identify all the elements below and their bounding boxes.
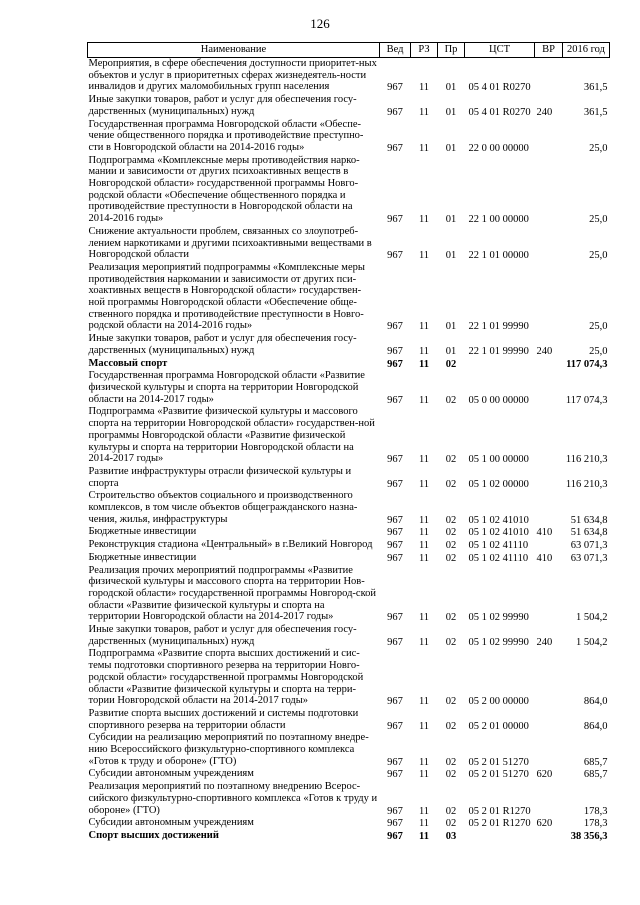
cell-rz: 11 — [418, 540, 430, 552]
cell-cst: 05 2 01 51270 — [468, 769, 529, 781]
cell-ved: 967 — [387, 818, 403, 830]
table-row — [88, 358, 610, 371]
cell-rz: 11 — [418, 514, 430, 526]
cell-rz: 11 — [418, 321, 430, 333]
cell-ved: 967 — [387, 540, 403, 552]
cell-pr: 03 — [445, 831, 457, 842]
cell-cst — [465, 830, 535, 843]
cell-name: Развитие инфраструктуры отрасли физической культуры и спорта — [88, 465, 352, 489]
header-cst: ЦСТ — [465, 43, 535, 58]
table-row — [88, 262, 610, 333]
cell-pr: 02 — [445, 769, 457, 781]
table-row — [88, 94, 610, 118]
cell-pr: 01 — [445, 345, 457, 357]
cell-ved: 967 — [387, 454, 403, 466]
cell-rz: 11 — [418, 805, 430, 817]
cell-cst — [465, 358, 535, 371]
cell-amount: 25,0 — [589, 214, 608, 226]
cell-pr: 02 — [445, 527, 457, 539]
cell-amount: 685,7 — [583, 756, 608, 768]
cell-vr — [535, 648, 563, 708]
cell-vr — [535, 490, 563, 526]
cell-cst: 05 2 01 R1270 — [468, 805, 531, 817]
header-ved: Вед — [380, 43, 411, 58]
table-row — [88, 370, 610, 406]
cell-rz: 11 — [418, 636, 430, 648]
cell-pr: 02 — [445, 454, 457, 466]
cell-amount: 51 634,8 — [570, 527, 608, 539]
cell-cst: 22 1 01 99990 — [468, 321, 529, 333]
cell-amount: 361,5 — [583, 106, 608, 118]
cell-pr: 01 — [445, 250, 457, 262]
table-row — [88, 526, 610, 539]
cell-pr: 02 — [445, 478, 457, 490]
cell-amount: 63 071,3 — [570, 552, 608, 564]
cell-amount: 178,3 — [583, 818, 608, 830]
table-body — [88, 58, 610, 843]
cell-amount: 864,0 — [583, 720, 608, 732]
header-vr: ВР — [535, 43, 563, 58]
cell-pr: 02 — [445, 756, 457, 768]
cell-ved: 967 — [387, 552, 403, 564]
cell-rz: 11 — [418, 106, 430, 118]
table-row — [88, 768, 610, 781]
header-pr: Пр — [438, 43, 465, 58]
cell-name: Государственная программа Новгородской области «Обеспе-чение общественного порядка и противодействие преступно-сти в Новгородской области на 2014-2016 годы» — [88, 118, 364, 153]
table-row — [88, 406, 610, 466]
cell-amount: 116 210,3 — [565, 478, 608, 490]
cell-name: Субсидии автономным учреждениям — [88, 768, 254, 780]
table-row — [88, 648, 610, 708]
cell-name: Снижение актуальности проблем, связанных со злоупотреб-лением наркотиками и другими психоактивными веществами в Новгородской области — [88, 225, 372, 261]
cell-cst: 05 1 02 99990 — [468, 636, 529, 648]
cell-amount: 1 504,2 — [576, 636, 608, 648]
cell-amount: 51 634,8 — [570, 514, 608, 526]
cell-name: Реализация прочих мероприятий подпрограммы «Развитие физической культуры и массового спорта на территории Нов-городской области» государственной программы Новгород-ской области «Развитие физической культуры и спорта на территории Новгородской области на 2014-2017 годы» — [88, 564, 377, 623]
cell-ved: 967 — [387, 345, 403, 357]
cell-ved: 967 — [387, 720, 403, 732]
cell-rz: 11 — [418, 756, 430, 768]
cell-ved: 967 — [387, 769, 403, 781]
cell-rz: 11 — [418, 552, 430, 564]
table-row — [88, 490, 610, 526]
cell-ved: 967 — [387, 358, 403, 370]
cell-rz: 11 — [418, 142, 430, 154]
cell-vr: 240 — [536, 106, 553, 118]
cell-pr: 01 — [445, 321, 457, 333]
cell-vr — [535, 781, 563, 817]
cell-rz: 11 — [418, 818, 430, 830]
table-row — [88, 830, 610, 843]
cell-rz: 11 — [418, 769, 430, 781]
cell-amount: 117 074,3 — [565, 394, 608, 406]
cell-pr: 01 — [445, 106, 457, 118]
cell-name: Развитие спорта высших достижений и системы подготовки спортивного резерва на территории области — [88, 707, 359, 731]
cell-cst: 05 2 00 00000 — [468, 696, 529, 708]
cell-vr: 620 — [536, 769, 553, 781]
cell-pr: 02 — [445, 612, 457, 624]
cell-name: Реализация мероприятий по поэтапному внедрению Всерос-сийского физкультурно-спортивного комплекса «Готов к труду и обороне» (ГТО) — [88, 781, 378, 816]
cell-pr: 02 — [445, 636, 457, 648]
table-row — [88, 333, 610, 357]
cell-ved: 967 — [387, 831, 403, 842]
cell-cst: 05 1 02 41110 — [468, 540, 529, 552]
cell-vr — [535, 262, 563, 333]
cell-name: Субсидии автономным учреждениям — [88, 817, 254, 829]
cell-amount: 178,3 — [583, 805, 608, 817]
cell-rz: 11 — [418, 82, 430, 94]
cell-cst: 22 0 00 00000 — [468, 142, 529, 154]
cell-name: Спорт высших достижений — [88, 830, 219, 841]
cell-cst: 05 1 02 41010 — [468, 527, 529, 539]
cell-amount: 117 074,3 — [566, 358, 608, 370]
cell-name: Иные закупки товаров, работ и услуг для обеспечения госу-дарственных (муниципальных) нужд — [88, 94, 357, 117]
cell-ved: 967 — [387, 756, 403, 768]
cell-name: Бюджетные инвестиции — [88, 526, 197, 538]
cell-ved: 967 — [387, 82, 403, 94]
table-row — [88, 708, 610, 732]
cell-amount: 361,5 — [583, 82, 608, 94]
cell-cst: 22 1 01 99990 — [468, 345, 529, 357]
table-row — [88, 539, 610, 552]
cell-rz: 11 — [418, 612, 430, 624]
cell-ved: 967 — [387, 214, 403, 226]
cell-pr: 01 — [445, 82, 457, 94]
cell-rz: 11 — [418, 454, 430, 466]
cell-cst: 05 0 00 00000 — [468, 394, 529, 406]
cell-ved: 967 — [387, 478, 403, 490]
cell-cst: 05 2 01 00000 — [468, 720, 529, 732]
table-row — [88, 226, 610, 262]
cell-ved: 967 — [387, 142, 403, 154]
cell-ved: 967 — [387, 636, 403, 648]
cell-vr — [535, 708, 563, 732]
cell-pr: 02 — [445, 805, 457, 817]
cell-amount: 685,7 — [583, 769, 608, 781]
cell-rz: 11 — [418, 345, 430, 357]
cell-rz: 11 — [419, 831, 429, 842]
cell-vr — [535, 830, 563, 843]
cell-rz: 11 — [418, 478, 430, 490]
cell-rz: 11 — [418, 527, 430, 539]
table-row — [88, 119, 610, 155]
cell-name: Государственная программа Новгородской области «Развитие физической культуры и спорта на территории Новгородской области на 2014-2017 годы» — [88, 370, 365, 405]
cell-vr — [535, 226, 563, 262]
cell-pr: 01 — [445, 142, 457, 154]
cell-pr: 02 — [445, 696, 457, 708]
cell-rz: 11 — [418, 214, 430, 226]
cell-cst: 05 1 02 41010 — [468, 514, 529, 526]
cell-pr: 02 — [445, 394, 457, 406]
cell-vr: 620 — [536, 818, 553, 830]
cell-amount: 25,0 — [589, 250, 608, 262]
cell-ved: 967 — [387, 250, 403, 262]
cell-cst: 05 4 01 R0270 — [468, 106, 531, 118]
cell-cst: 22 1 01 00000 — [468, 250, 529, 262]
cell-amount: 25,0 — [589, 142, 608, 154]
cell-pr: 02 — [445, 720, 457, 732]
cell-name: Бюджетные инвестиции — [88, 551, 197, 563]
table-header-row — [88, 43, 610, 58]
cell-cst: 05 2 01 51270 — [468, 756, 529, 768]
cell-ved: 967 — [387, 514, 403, 526]
table-row — [88, 781, 610, 817]
cell-pr: 02 — [445, 552, 457, 564]
cell-name: Массовый спорт — [88, 357, 168, 369]
cell-vr — [535, 565, 563, 625]
table-row — [88, 466, 610, 490]
cell-name: Субсидии на реализацию мероприятий по поэтапному внедре-нию Всероссийского физкультурно-спортивного комплекса «Готов к труду и обороне» (ГТО) — [88, 732, 369, 767]
cell-vr — [535, 155, 563, 226]
cell-vr — [535, 119, 563, 155]
cell-rz: 11 — [419, 358, 429, 370]
table-row — [88, 552, 610, 565]
cell-rz: 11 — [418, 720, 430, 732]
table-row — [88, 817, 610, 830]
table-row — [88, 732, 610, 768]
cell-amount: 116 210,3 — [565, 454, 608, 466]
cell-amount: 864,0 — [583, 696, 608, 708]
cell-ved: 967 — [387, 527, 403, 539]
cell-ved: 967 — [387, 394, 403, 406]
cell-cst: 05 1 02 99990 — [468, 612, 529, 624]
cell-vr — [535, 370, 563, 406]
cell-vr: 410 — [536, 527, 553, 539]
table-row — [88, 624, 610, 648]
cell-amount: 25,0 — [589, 321, 608, 333]
cell-ved: 967 — [387, 321, 403, 333]
table-row — [88, 155, 610, 226]
cell-name: Иные закупки товаров, работ и услуг для обеспечения госу-дарственных (муниципальных) нужд — [88, 624, 357, 647]
header-name: Наименование — [88, 43, 380, 58]
cell-ved: 967 — [387, 106, 403, 118]
cell-vr — [535, 732, 563, 768]
cell-name: Мероприятия, в сфере обеспечения доступности приоритет-ных объектов и услуг в приоритетных сферах жизнедеятель-ности инвалидов и других маломобильных групп населения — [88, 58, 377, 93]
cell-name: Подпрограмма «Комплексные меры противодействия нарко-мании и зависимости от других психоактивных веществ в Новгородской области» государственной программы Новго-родской области «Обеспечение общественного порядка и противодействие преступности в Новгородской области на 2014-2016 годы» — [88, 154, 360, 225]
cell-name: Иные закупки товаров, работ и услуг для обеспечения госу-дарственных (муниципальных) нужд — [88, 333, 357, 356]
cell-cst: 05 1 02 41110 — [468, 552, 529, 564]
cell-cst: 05 2 01 R1270 — [468, 818, 531, 830]
cell-ved: 967 — [387, 612, 403, 624]
cell-amount: 1 504,2 — [576, 612, 608, 624]
cell-vr: 240 — [536, 636, 553, 648]
cell-pr: 02 — [445, 818, 457, 830]
table-row — [88, 565, 610, 625]
cell-name: Строительство объектов социального и производственного комплексов, в том числе объектов общегражданского назна-чения, жилья, инфраструктуры — [88, 490, 358, 525]
cell-rz: 11 — [418, 394, 430, 406]
page-number: 126 — [310, 16, 330, 31]
cell-vr — [535, 58, 563, 95]
cell-cst: 05 1 02 00000 — [468, 478, 529, 490]
cell-vr — [535, 539, 563, 552]
budget-table — [87, 42, 610, 843]
cell-name: Подпрограмма «Развитие спорта высших достижений и сис-темы подготовки спортивного резерва на территории Новго-родской области» государственной программы Новгородской области «Развитие физической культуры и спорта на терри-тории Новгородской области на 2014-2017 годы» — [88, 648, 364, 707]
cell-pr: 02 — [445, 358, 457, 370]
cell-cst: 05 1 00 00000 — [468, 454, 529, 466]
table-row — [88, 58, 610, 95]
cell-name: Подпрограмма «Развитие физической культуры и массового спорта на территории Новгородской области» государствен-ной программы Новгородской области «Развитие физической культуры и спорта на территории Новгородской области на 2014-2017 годы» — [88, 406, 375, 465]
header-year: 2016 год — [563, 43, 610, 58]
cell-name: Реконструкция стадиона «Центральный» в г.Великий Новгород — [88, 539, 373, 551]
cell-cst: 05 4 01 R0270 — [468, 82, 531, 94]
cell-ved: 967 — [387, 696, 403, 708]
cell-name: Реализация мероприятий подпрограммы «Комплексные меры противодействия наркомании и зависимости от других пси-хоактивных веществ в Новгородской области» государствен-ной программы Новгородской области «Обеспечение обще-ственного порядка и противодействие преступности в Новго-родской области на 2014-2016 годы» — [88, 261, 365, 332]
cell-ved: 967 — [387, 805, 403, 817]
cell-vr: 410 — [536, 552, 553, 564]
cell-amount: 38 356,3 — [570, 831, 608, 842]
cell-cst: 22 1 00 00000 — [468, 214, 529, 226]
cell-vr: 240 — [536, 345, 553, 357]
cell-vr — [535, 406, 563, 466]
cell-amount: 25,0 — [589, 345, 608, 357]
cell-pr: 02 — [445, 540, 457, 552]
cell-vr — [535, 466, 563, 490]
cell-pr: 01 — [445, 214, 457, 226]
cell-rz: 11 — [418, 696, 430, 708]
cell-pr: 02 — [445, 514, 457, 526]
cell-rz: 11 — [418, 250, 430, 262]
cell-vr — [535, 358, 563, 371]
cell-amount: 63 071,3 — [570, 540, 608, 552]
header-rz: РЗ — [411, 43, 438, 58]
